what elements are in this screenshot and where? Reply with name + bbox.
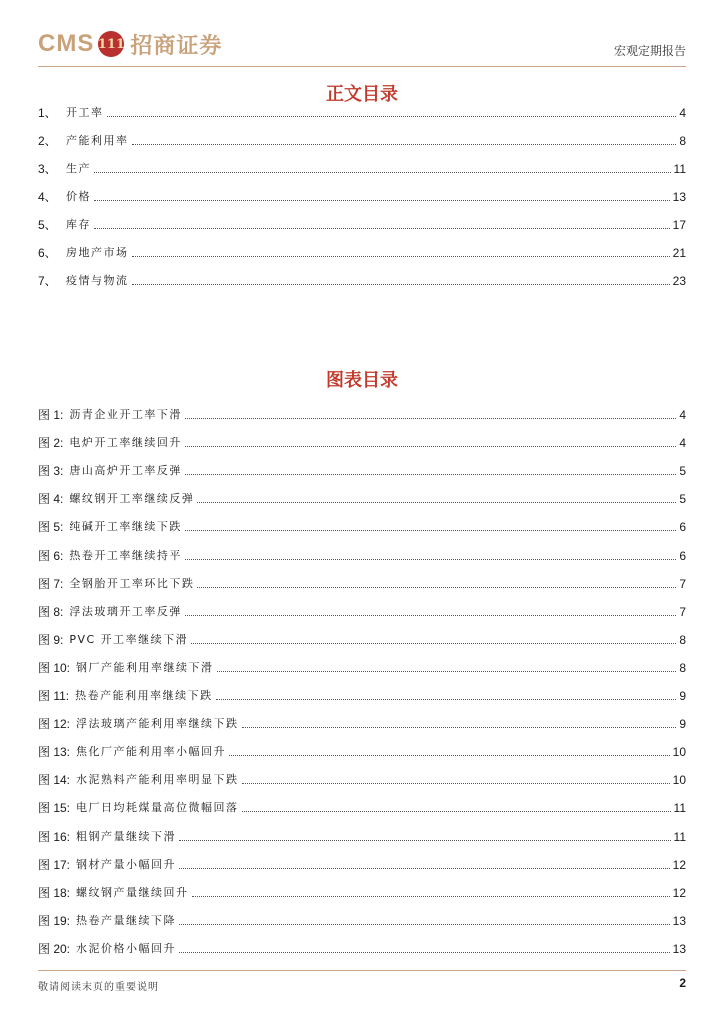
- figure-entry[interactable]: [38, 739, 686, 759]
- figure-entry[interactable]: [38, 430, 686, 450]
- figure-entry-number: 图 8:: [38, 605, 64, 619]
- toc-entry-label: 价格: [66, 190, 91, 203]
- dot-leader: [179, 952, 670, 953]
- dot-leader: [132, 256, 670, 257]
- toc-entry-number: 4、: [38, 190, 57, 204]
- dot-leader: [185, 474, 676, 475]
- toc-entry-label: 库存: [66, 218, 91, 231]
- figure-entry-page: 4: [679, 408, 686, 422]
- figure-entry-number: 图 13:: [38, 745, 71, 759]
- dot-leader: [185, 446, 676, 447]
- figure-entry-number: 图 6:: [38, 549, 64, 563]
- figure-entry-number: 图 14:: [38, 773, 71, 787]
- figure-entry-label: 浮法玻璃产能利用率继续下跌: [76, 717, 239, 730]
- figure-entry[interactable]: [38, 571, 686, 591]
- figure-entry[interactable]: [38, 767, 686, 787]
- figure-entry-page: 7: [679, 577, 686, 591]
- dot-leader: [242, 811, 671, 812]
- figure-entry-label: 螺纹钢产量继续回升: [76, 886, 189, 899]
- toc-entry[interactable]: [38, 100, 686, 120]
- dot-leader: [192, 896, 670, 897]
- figure-entry-number: 图 7:: [38, 577, 64, 591]
- figure-entry-number: 图 10:: [38, 661, 71, 675]
- figure-entry-number: 图 4:: [38, 492, 64, 506]
- toc-entry-page: 11: [673, 162, 686, 176]
- figure-entry-label: 全钢胎开工率环比下跌: [69, 577, 195, 590]
- figure-entry-page: 7: [679, 605, 686, 619]
- logo-badge-icon: 111: [98, 31, 124, 57]
- figure-entry[interactable]: [38, 683, 686, 703]
- figure-entry-label: 沥青企业开工率下滑: [69, 408, 182, 421]
- figure-entry-label: 焦化厂产能利用率小幅回升: [76, 745, 227, 758]
- dot-leader: [217, 671, 677, 672]
- page-header: [38, 26, 686, 67]
- toc-entry-label: 开工率: [66, 106, 104, 119]
- toc-entry-number: 1、: [38, 106, 57, 120]
- figure-entry-label: 螺纹钢开工率继续反弹: [69, 492, 195, 505]
- figure-entry[interactable]: [38, 908, 686, 928]
- figure-entry[interactable]: [38, 824, 686, 844]
- logo-chinese-name: 招商证券: [130, 32, 223, 59]
- figure-entry-label: 浮法玻璃开工率反弹: [69, 605, 182, 618]
- toc-entry-number: 6、: [38, 246, 57, 260]
- dot-leader: [132, 144, 677, 145]
- dot-leader: [185, 530, 676, 531]
- figure-entry-number: 图 19:: [38, 914, 71, 928]
- toc-entry-label: 产能利用率: [66, 134, 129, 147]
- figure-entry-page: 4: [679, 436, 686, 450]
- company-logo: [38, 26, 222, 62]
- toc-title: 正文目录: [326, 84, 398, 105]
- figure-entry-page: 8: [679, 633, 686, 647]
- figure-entry-number: 图 3:: [38, 464, 64, 478]
- toc-entry-label: 生产: [66, 162, 91, 175]
- toc-entry-label: 房地产市场: [66, 246, 129, 259]
- figure-entry-number: 图 1:: [38, 408, 64, 422]
- figure-entry-label: 热卷开工率继续持平: [69, 549, 182, 562]
- toc-entry-page: 4: [679, 106, 686, 120]
- figure-entry-label: 热卷产能利用率继续下跌: [75, 689, 213, 702]
- toc-entry[interactable]: [38, 212, 686, 232]
- dot-leader: [179, 924, 670, 925]
- figure-entry-label: 纯碱开工率继续下跌: [69, 520, 182, 533]
- figure-entry[interactable]: [38, 402, 686, 422]
- figure-entry-page: 10: [672, 773, 686, 787]
- figure-entry[interactable]: [38, 880, 686, 900]
- dot-leader: [179, 840, 671, 841]
- dot-leader: [94, 200, 670, 201]
- toc-entry[interactable]: [38, 128, 686, 148]
- figure-entry[interactable]: [38, 599, 686, 619]
- figure-entry-page: 9: [679, 689, 686, 703]
- figure-entry-number: 图 15:: [38, 801, 71, 815]
- figure-entry-page: 8: [679, 661, 686, 675]
- dot-leader: [185, 615, 676, 616]
- figure-entry-label: 钢材产量小幅回升: [76, 858, 177, 871]
- toc-entry-number: 5、: [38, 218, 57, 232]
- figure-entry-page: 6: [679, 549, 686, 563]
- figure-entry-page: 9: [679, 717, 686, 731]
- figure-entry-label: 热卷产量继续下降: [76, 914, 177, 927]
- figure-entry-label: 电炉开工率继续回升: [69, 436, 182, 449]
- figure-entry-page: 6: [679, 520, 686, 534]
- figure-entry-number: 图 12:: [38, 717, 71, 731]
- figure-entry-page: 5: [679, 464, 686, 478]
- figure-entry-page: 13: [672, 914, 686, 928]
- figure-entry-page: 13: [672, 942, 686, 956]
- figure-entry-number: 图 16:: [38, 830, 71, 844]
- figure-entry-number: 图 2:: [38, 436, 64, 450]
- figure-entry-page: 12: [672, 886, 686, 900]
- dot-leader: [216, 699, 677, 700]
- figure-entry-number: 图 11:: [38, 689, 70, 703]
- toc-entry-page: 8: [679, 134, 686, 148]
- figure-entry-number: 图 18:: [38, 886, 71, 900]
- toc-entry-page: 23: [672, 274, 686, 288]
- figure-entry-label: 钢厂产能利用率继续下滑: [76, 661, 214, 674]
- figure-entry[interactable]: [38, 936, 686, 956]
- dot-leader: [242, 727, 677, 728]
- figure-entry-label: 水泥熟料产能利用率明显下跌: [76, 773, 239, 786]
- figure-entry[interactable]: [38, 795, 686, 815]
- dot-leader: [185, 559, 676, 560]
- figure-entry-page: 10: [672, 745, 686, 759]
- figure-entry-label: 电厂日均耗煤量高位微幅回落: [76, 801, 239, 814]
- toc-entry[interactable]: [38, 268, 686, 288]
- figure-entry[interactable]: [38, 711, 686, 731]
- figure-entry-page: 12: [672, 858, 686, 872]
- toc-entry[interactable]: [38, 156, 686, 176]
- figure-entry-page: 5: [679, 492, 686, 506]
- toc-entry-number: 3、: [38, 162, 57, 176]
- figure-entry-label: 粗钢产量继续下滑: [76, 830, 177, 843]
- dot-leader: [179, 868, 670, 869]
- figure-entry[interactable]: [38, 852, 686, 872]
- toc-entry[interactable]: [38, 240, 686, 260]
- toc-entry-label: 疫情与物流: [66, 274, 129, 287]
- toc-entry[interactable]: [38, 184, 686, 204]
- figure-entry-label: 唐山高炉开工率反弹: [69, 464, 182, 477]
- figure-entry-page: 11: [673, 830, 686, 844]
- toc-entry-page: 13: [672, 190, 686, 204]
- dot-leader: [94, 228, 670, 229]
- dot-leader: [185, 418, 676, 419]
- dot-leader: [94, 172, 671, 173]
- figure-entry[interactable]: [38, 486, 686, 506]
- dot-leader: [107, 116, 677, 117]
- toc-entry-number: 2、: [38, 134, 57, 148]
- toc-entry-number: 7、: [38, 274, 57, 288]
- report-type: 宏观定期报告: [613, 44, 686, 58]
- disclaimer-note: 敬请阅读末页的重要说明: [38, 982, 159, 993]
- figure-entry[interactable]: [38, 543, 686, 563]
- dot-leader: [191, 643, 676, 644]
- figures-title: 图表目录: [326, 370, 398, 391]
- page-number: 2: [679, 976, 686, 990]
- logo-cms-text: CMS: [38, 30, 95, 57]
- figure-entry-number: 图 9:: [38, 633, 64, 647]
- figure-entry-label: 水泥价格小幅回升: [76, 942, 177, 955]
- page-footer: [38, 970, 686, 993]
- figure-entry-label: PVC 开工率继续下滑: [69, 633, 189, 646]
- figure-entry-page: 11: [673, 801, 686, 815]
- figure-entry[interactable]: [38, 514, 686, 534]
- figure-entry-number: 图 5:: [38, 520, 64, 534]
- dot-leader: [197, 587, 676, 588]
- dot-leader: [229, 755, 670, 756]
- dot-leader: [197, 502, 676, 503]
- figure-entry-number: 图 17:: [38, 858, 71, 872]
- toc-entry-page: 17: [672, 218, 686, 232]
- dot-leader: [132, 284, 670, 285]
- figure-entry[interactable]: [38, 458, 686, 478]
- figure-entry-number: 图 20:: [38, 942, 71, 956]
- dot-leader: [242, 783, 670, 784]
- toc-entry-page: 21: [672, 246, 686, 260]
- figure-entry[interactable]: [38, 627, 686, 647]
- figure-entry[interactable]: [38, 655, 686, 675]
